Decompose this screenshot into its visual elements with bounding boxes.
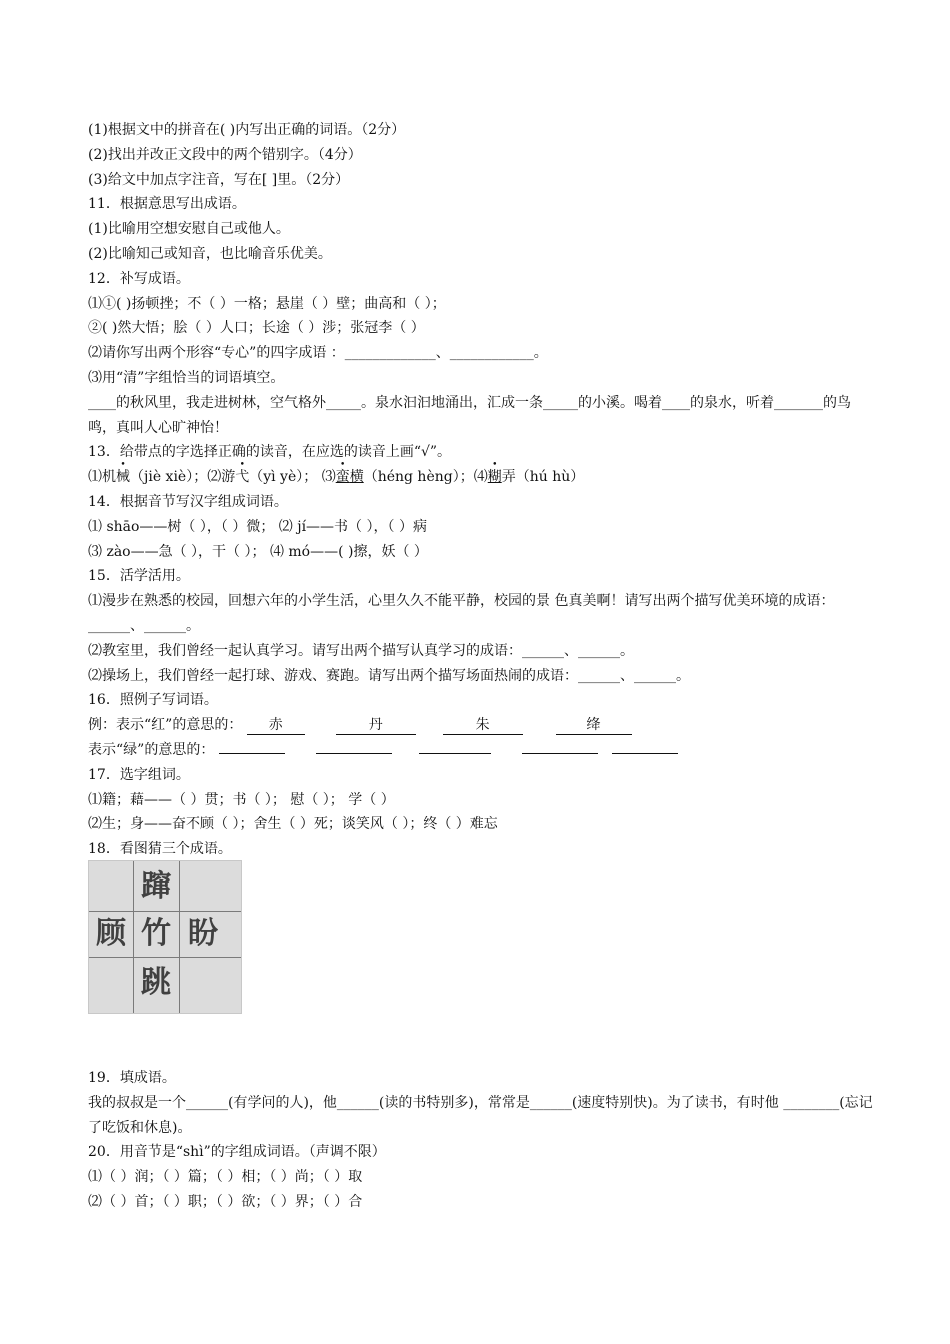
q17-sub1: ⑴籍；藉——（ ）贯；书（ ）； 慰（ ）； 学（ ） [88,791,395,808]
q15-sub2: ⑵教室里，我们曾经一起认真学习。请写出两个描写认真学习的成语：______、______。 [88,642,634,659]
q18-title: 18．看图猜三个成语。 [88,841,232,858]
q13-title: 13．给带点的字选择正确的读音，在应选的读音上画“√”。 [88,444,452,461]
worksheet-body-lower [88,1066,878,1215]
picture-char-center: 竹 [141,916,171,951]
q16-example [88,713,878,738]
q16-example-word: 赤 [247,716,305,735]
worksheet-body [88,118,878,862]
q16-title: 16．照例子写词语。 [88,692,218,709]
picture-char-right: 盼 [188,916,218,951]
q16-green-label: 表示“绿”的意思的： [88,741,215,758]
picture-char-top: 蹿 [141,869,171,904]
q14-title: 14．根据音节写汉字组成词语。 [88,493,288,510]
q12-sub2: ⑵请你写出两个形容“专心”的四字成语 ：_____________、____________。 [88,345,548,362]
q10-sub3: (3)给文中加点字注音，写在[ ]里。（2分） [88,171,350,188]
q16-blank[interactable] [316,739,392,754]
picture-char-left: 顾 [96,916,126,951]
idiom-picture [88,860,242,1014]
q12-title: 12．补写成语。 [88,270,190,287]
q16-example-word: 丹 [336,716,416,735]
q16-green [88,738,878,763]
q12-paragraph: ____的秋风里，我走进树林，空气格外_____。泉水汩汩地涌出，汇成一条_____的小溪。喝着____的泉水，听着_______的鸟鸣，真叫人心旷神怡！ [88,394,851,436]
q12-sub1a: ⑴①( )扬顿挫；不（ ）一格；悬崖（ ）壁；曲高和（ ）； [88,295,446,312]
q20-sub1: ⑴（ ）润；（ ）篇；（ ）相；（ ）尚；（ ）取 [88,1169,363,1186]
q19-title: 19．填成语。 [88,1070,176,1086]
q16-blank[interactable] [219,739,285,754]
q11-title: 11．根据意思写出成语。 [88,196,246,213]
q11-sub1: (1)比喻用空想安慰自己或他人。 [88,221,290,238]
q17-title: 17．选字组词。 [88,766,190,783]
q12-sub1b: ②( )然大悟；脍（ ）人口；长途（ ）涉；张冠李（ ） [88,320,425,337]
q10-sub1: (1)根据文中的拼音在( )内写出正确的词语。（2分） [88,122,406,138]
q16-blank[interactable] [419,739,491,754]
q16-blank[interactable] [522,739,598,754]
q12-sub3: ⑶用“清”字组恰当的词语填空。 [88,369,285,386]
q14-sub2: ⑶ zào——急（ ），干（ ）； ⑷ mó——( )擦，妖（ ） [88,543,428,560]
q15-title: 15．活学活用。 [88,568,190,585]
q13-items: ⑴机械（jiè xiè）；⑵游弋（yì yè）； ⑶蛮横（héng hèng）；⑷糊弄（hú hù） [88,469,585,486]
q10-sub2: (2)找出并改正文段中的两个错别字。（4分） [88,146,362,163]
q19-paragraph: 我的叔叔是一个______(有学问的人)，他______(读的书特别多)，常常是______(速度特别快)。为了读书，有时他 ________(忘记了吃饭和休息)。 [88,1094,873,1136]
q16-example-label: 例：表示“红”的意思的： [88,717,243,734]
q15-sub1: ⑴漫步在熟悉的校园，回想六年的小学生活，心里久久不能平静，校园的景 色真美啊！请写出两个描写优美环境的成语：______、______。 [88,593,835,634]
q20-title: 20．用音节是“shì”的字组成词语。（声调不限） [88,1144,386,1161]
q16-blank[interactable] [612,739,678,754]
q20-sub2: ⑵（ ）首；（ ）职；（ ）欲；（ ）界；（ ）合 [88,1193,363,1210]
q14-sub1: ⑴ shāo——树（ ），（ ）微； ⑵ jí——书（ ），（ ）病 [88,518,427,535]
q16-example-word: 绛 [556,716,632,735]
q16-example-word: 朱 [443,716,523,735]
picture-char-bottom: 跳 [141,965,171,1000]
q15-sub3: ⑵操场上，我们曾经一起打球、游戏、赛跑。请写出两个描写场面热闹的成语：______、______。 [88,667,690,684]
q17-sub2: ⑵生；身——奋不顾（ ）；舍生（ ）死；谈笑风（ ）；终（ ）难忘 [88,816,498,833]
q11-sub2: (2)比喻知己或知音，也比喻音乐优美。 [88,245,332,262]
